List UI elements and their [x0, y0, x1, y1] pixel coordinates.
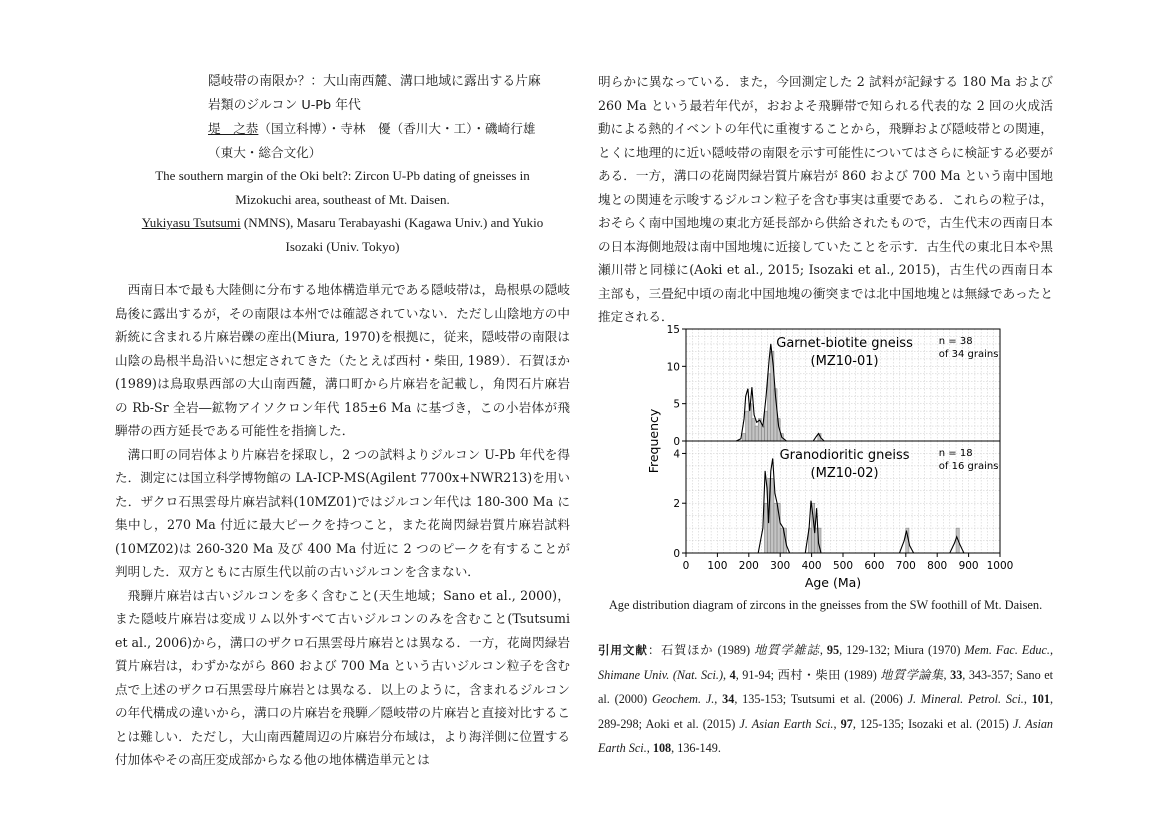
histogram-bar [743, 434, 746, 441]
histogram-bar [761, 426, 764, 441]
x-tick-label: 300 [770, 560, 791, 572]
title-ja-line1: 隠岐帯の南限か？：大山南西麓、溝口地域に露出する片麻 [208, 74, 541, 89]
y-tick-label: 5 [673, 398, 680, 411]
y-tick-label: 2 [673, 498, 680, 511]
age-distribution-figure [640, 322, 1014, 594]
title-ja-line2: 岩類のジルコン U-Pb 年代 [208, 97, 361, 113]
panel-count: n = 18 [938, 448, 973, 459]
paragraph-1: 西南日本で最も大陸側に分布する地体構造単元である隠岐帯は，島根県の隠岐島後に露出するが，その南限は本州では確認されていない．ただし山陰地方の中新統に含まれる片麻岩礫の産出(Miura, 1970)を根拠に，従来，隠岐帯の南限は山陰の島根半島沿いに想定されてきた（たとえば西村・柴田, 1989）．石賀ほか(1989)は鳥取県西部の大山南西麓，溝口町から片麻岩を記載し，角閃石片麻岩の Rb-Sr 全岩―鉱物アイソクロン年代 185±6 Ma に基づき，この小岩体が飛騨帯の西方延長である可能性を指摘した． [115, 282, 570, 438]
ref-3-pages: , 343-357; Sano et al. (2000) [598, 667, 1054, 706]
ref-6-volume: 97 [840, 716, 853, 731]
histogram-bar [765, 411, 768, 441]
x-tick-label: 1000 [986, 560, 1014, 572]
x-tick-label: 100 [707, 560, 728, 572]
ref-4-journal: Geochem. J. [651, 692, 715, 706]
panel-grains: of 34 grains [938, 349, 999, 360]
panel-subtitle: (MZ10-02) [810, 466, 879, 481]
y-axis-label: Frequency [646, 408, 661, 474]
left-column [115, 70, 570, 772]
ref-7-pages: , 136-149. [671, 741, 721, 755]
y-tick-label: 10 [666, 361, 680, 374]
ref-6-journal: J. Asian Earth Sci. [739, 716, 834, 731]
ref-3-volume: 33 [950, 667, 963, 682]
panel-title: Granodioritic gneiss [779, 448, 910, 463]
x-tick-label: 700 [895, 560, 916, 572]
references: 引用文献：石賀ほか (1989) 地質学雑誌, 95, 129-132; Miura (1970) Mem. Fac. Educ., Shimane Univ. (Nat. Sci.), 4, 91-94; 西村・柴田 (1989) 地質学論集, 33, 343-357; Sano et al. (2000) Geochem. J., 34, 135-153; Tsutsumi et al. (2006) J. Mineral. Petrol. Sci., 101, 289-298; Aoki et al. (2015) J. Asian Earth Sci., 97, 125-135; Isozaki et al. (2015) J. Asian Earth Sci., 108, 136-149. [598, 643, 1054, 755]
ref-4-volume: 34 [722, 692, 735, 706]
panel-title: Garnet-biotite gneiss [776, 336, 913, 351]
y-tick-label: 0 [673, 436, 680, 448]
ref-7-journal: J. Asian Earth Sci. [598, 716, 1054, 755]
panel-grains: of 16 grains [938, 461, 999, 472]
ref-7-volume: 108 [652, 741, 672, 755]
x-tick-label: 900 [958, 560, 979, 572]
histogram-bar [771, 478, 774, 553]
title-en-line2: Mizokuchi area, southeast of Mt. Daisen. [235, 191, 450, 207]
y-tick-label: 0 [673, 548, 680, 560]
references-label: 引用文献 [598, 643, 648, 657]
y-tick-label: 4 [673, 448, 680, 461]
authors-en-line1 [115, 211, 570, 235]
paragraph-2: 溝口町の同岩体より片麻岩を採取し，2 つの試料よりジルコン U-Pb 年代を得た．測定には国立科学博物館の LA-ICP-MS(Agilent 7700x+NWR213)を用いた．ザクロ石黒雲母片麻岩試料(10MZ01)ではジルコン年代は 180-300 Ma に集中し，270 Ma 付近に最大ピークを持つこと，また花崗閃緑岩質片麻岩試料(10MZ02)は 260-320 Ma 及び 400 Ma 付近に 2 つのピークを有することが判明した．双方ともに古原生代以前の古いジルコンを含まない． [115, 446, 570, 579]
presenter-name-en: Yukiyasu Tsutsumi [141, 215, 241, 230]
x-tick-label: 800 [927, 560, 948, 572]
histogram-bar [768, 374, 771, 441]
histogram-bar [746, 411, 749, 441]
paragraph-3: 飛騨片麻岩は古いジルコンを多く含むこと(天生地域；Sano et al., 2000)，また隠岐片麻岩は変成リム以外すべて古いジルコンのみを含むこと(Tsutsumi et al., 2006)から，溝口のザクロ石黒雲母片麻岩とは異なる．一方，花崗閃緑岩質片麻岩は，わずかながら 860 および 700 Ma という古いジルコン粒子を含む点で上述のザクロ石黒雲母片麻岩とは異なる．以上のように，含まれるジルコンの年代構成の違いから，溝口の片麻岩を飛騨／隠岐帯の片麻岩と直接対比することは難しい．ただし，大山南西麓周辺の片麻岩分布域は，より海洋側に位置する付加体やその高圧変成部からなる他の地体構造単元とは [115, 587, 570, 767]
ref-4-pages: , 135-153; Tsutsumi et al. (2006) [734, 692, 908, 706]
histogram-bar [780, 528, 783, 553]
right-column [598, 70, 1053, 329]
authors-en-rest: (NMNS), Masaru Terabayashi (Kagawa Univ.) and Yukio [240, 215, 544, 230]
x-tick-label: 200 [738, 560, 759, 572]
panel-subtitle: (MZ10-01) [810, 354, 879, 369]
authors-ja-line2: （東大・総合文化） [208, 144, 322, 160]
ref-2-journal: Mem. Fac. Educ., Shimane Univ. (Nat. Sci.) [598, 643, 1054, 682]
figure-caption: Age distribution diagram of zircons in the gneisses from the SW foothill of Mt. Daisen. [608, 598, 1043, 612]
ref-3-journal: 地質学論集 [880, 667, 944, 682]
x-tick-label: 0 [682, 560, 690, 572]
y-tick-label: 15 [666, 324, 680, 336]
ref-2-pages: , 91-94; 西村・柴田 (1989) [735, 667, 881, 682]
presenter-name-ja: 堤 之恭 [208, 121, 259, 136]
ref-1-volume: 95 [826, 643, 840, 657]
ref-6-pages: , 125-135; Isozaki et al. (2015) [852, 716, 1013, 731]
x-tick-label: 400 [801, 560, 822, 572]
authors-en-line2: Isozaki (Univ. Tokyo) [285, 238, 400, 254]
x-axis-label: Age (Ma) [804, 575, 862, 590]
histogram-bar [752, 419, 755, 441]
ref-5-volume: 101 [1031, 692, 1050, 706]
ref-1-journal: 地質学雑誌 [754, 643, 820, 657]
ref-1-pages: , 129-132; Miura (1970) [839, 643, 965, 657]
ref-5-pages: , 289-298; Aoki et al. (2015) [598, 692, 1054, 731]
paragraph-4: 明らかに異なっている．また，今回測定した 2 試料が記録する 180 Ma および 260 Ma という最若年代が，おおよそ飛騨帯で知られる代表的な 2 回の火成活動による熱的イベントの年代に重複することから，飛騨および隠岐帯との関連，とくに地理的に近い隠岐帯の南限を示す可能性についてはさらに検証する必要がある．一方，溝口の花崗閃緑岩質片麻岩が 860 および 700 Ma という南中国地塊との関連を示唆するジルコン粒子を含む事実は重要である．これらの粒子は，おそらく南中国地塊の東北方延長部から供給されたもので，古生代末の西南日本の日本海側地殻は南中国地塊に近接していたことを示す．古生代の東北日本や黒瀬川帯と同様に(Aoki et al., 2015; Isozaki et al., 2015)，古生代の西南日本主部も，三畳紀中頃の南北中国地塊の衝突までは北中国地塊とは無縁であったと推定される． [598, 74, 1053, 324]
x-tick-label: 600 [864, 560, 885, 572]
panel-count: n = 38 [938, 336, 973, 347]
ref-1-text: ：石賀ほか (1989) [647, 643, 755, 657]
authors-ja-line1 [115, 117, 570, 141]
authors-ja-rest: （国立科博）・寺林 優（香川大・工）・磯崎行雄 [258, 121, 536, 136]
ref-2-volume: 4 [729, 667, 736, 682]
histogram-bar [755, 426, 758, 441]
ref-5-journal: J. Mineral. Petrol. Sci. [907, 692, 1024, 706]
title-en-line1: The southern margin of the Oki belt?: Zircon U-Pb dating of gneisses in [155, 168, 530, 183]
histogram-bar [774, 503, 777, 553]
x-tick-label: 500 [832, 560, 854, 572]
histogram-bar [765, 503, 768, 553]
